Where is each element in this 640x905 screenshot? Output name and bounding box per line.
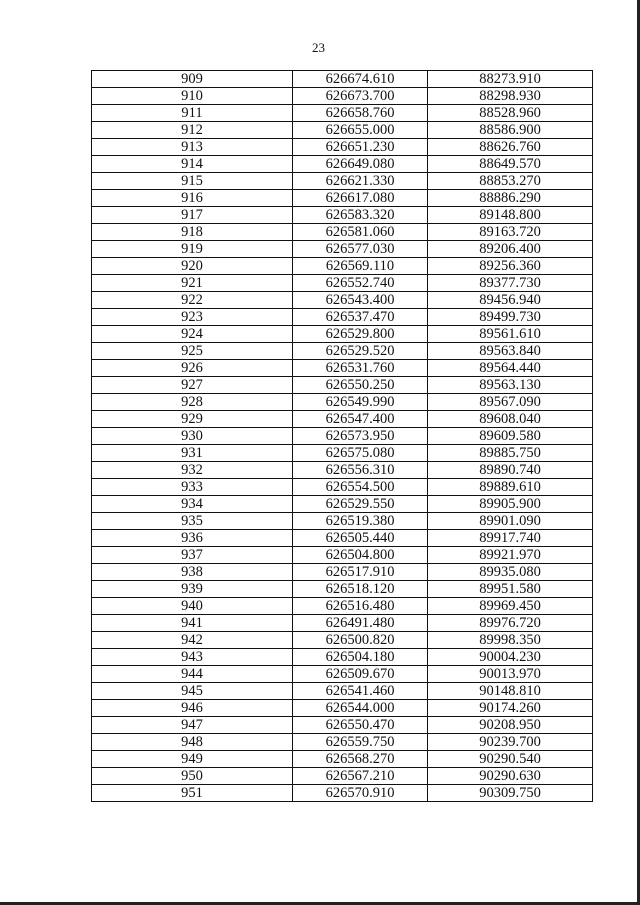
y-coordinate-cell: 89561.610 bbox=[428, 326, 593, 343]
y-coordinate-cell: 89998.350 bbox=[428, 632, 593, 649]
x-coordinate-cell: 626547.400 bbox=[293, 411, 428, 428]
table-row bbox=[92, 224, 593, 241]
y-coordinate-cell: 90004.230 bbox=[428, 649, 593, 666]
point-number-cell: 933 bbox=[92, 479, 293, 496]
table-row bbox=[92, 88, 593, 105]
y-coordinate-cell: 88853.270 bbox=[428, 173, 593, 190]
x-coordinate-cell: 626544.000 bbox=[293, 700, 428, 717]
table-row bbox=[92, 666, 593, 683]
point-number-cell: 948 bbox=[92, 734, 293, 751]
point-number-cell: 927 bbox=[92, 377, 293, 394]
point-number-cell: 922 bbox=[92, 292, 293, 309]
x-coordinate-cell: 626517.910 bbox=[293, 564, 428, 581]
table-row bbox=[92, 768, 593, 785]
x-coordinate-cell: 626529.800 bbox=[293, 326, 428, 343]
x-coordinate-cell: 626570.910 bbox=[293, 785, 428, 802]
table-row bbox=[92, 428, 593, 445]
y-coordinate-cell: 89951.580 bbox=[428, 581, 593, 598]
y-coordinate-cell: 88273.910 bbox=[428, 71, 593, 88]
table-row bbox=[92, 547, 593, 564]
table-row bbox=[92, 343, 593, 360]
table-row bbox=[92, 326, 593, 343]
point-number-cell: 931 bbox=[92, 445, 293, 462]
x-coordinate-cell: 626550.470 bbox=[293, 717, 428, 734]
x-coordinate-cell: 626531.760 bbox=[293, 360, 428, 377]
x-coordinate-cell: 626529.550 bbox=[293, 496, 428, 513]
x-coordinate-cell: 626541.460 bbox=[293, 683, 428, 700]
y-coordinate-cell: 90148.810 bbox=[428, 683, 593, 700]
point-number-cell: 911 bbox=[92, 105, 293, 122]
y-coordinate-cell: 89917.740 bbox=[428, 530, 593, 547]
point-number-cell: 934 bbox=[92, 496, 293, 513]
y-coordinate-cell: 89889.610 bbox=[428, 479, 593, 496]
x-coordinate-cell: 626573.950 bbox=[293, 428, 428, 445]
y-coordinate-cell: 89456.940 bbox=[428, 292, 593, 309]
x-coordinate-cell: 626581.060 bbox=[293, 224, 428, 241]
table-row bbox=[92, 751, 593, 768]
x-coordinate-cell: 626504.180 bbox=[293, 649, 428, 666]
y-coordinate-cell: 88886.290 bbox=[428, 190, 593, 207]
x-coordinate-cell: 626519.380 bbox=[293, 513, 428, 530]
table-row bbox=[92, 564, 593, 581]
y-coordinate-cell: 89206.400 bbox=[428, 241, 593, 258]
y-coordinate-cell: 90290.630 bbox=[428, 768, 593, 785]
table-row bbox=[92, 292, 593, 309]
table-row bbox=[92, 190, 593, 207]
y-coordinate-cell: 89148.800 bbox=[428, 207, 593, 224]
x-coordinate-cell: 626577.030 bbox=[293, 241, 428, 258]
table-row bbox=[92, 700, 593, 717]
point-number-cell: 923 bbox=[92, 309, 293, 326]
point-number-cell: 920 bbox=[92, 258, 293, 275]
y-coordinate-cell: 89377.730 bbox=[428, 275, 593, 292]
y-coordinate-cell: 89609.580 bbox=[428, 428, 593, 445]
x-coordinate-cell: 626537.470 bbox=[293, 309, 428, 326]
point-number-cell: 913 bbox=[92, 139, 293, 156]
table-row bbox=[92, 479, 593, 496]
table-row bbox=[92, 377, 593, 394]
coordinates-table bbox=[91, 70, 593, 802]
x-coordinate-cell: 626504.800 bbox=[293, 547, 428, 564]
point-number-cell: 924 bbox=[92, 326, 293, 343]
table-row bbox=[92, 241, 593, 258]
table-row bbox=[92, 598, 593, 615]
point-number-cell: 909 bbox=[92, 71, 293, 88]
y-coordinate-cell: 88649.570 bbox=[428, 156, 593, 173]
y-coordinate-cell: 88586.900 bbox=[428, 122, 593, 139]
table-row bbox=[92, 615, 593, 632]
y-coordinate-cell: 88298.930 bbox=[428, 88, 593, 105]
point-number-cell: 946 bbox=[92, 700, 293, 717]
x-coordinate-cell: 626543.400 bbox=[293, 292, 428, 309]
table-row bbox=[92, 530, 593, 547]
x-coordinate-cell: 626516.480 bbox=[293, 598, 428, 615]
table-row bbox=[92, 717, 593, 734]
table-row bbox=[92, 513, 593, 530]
y-coordinate-cell: 88626.760 bbox=[428, 139, 593, 156]
table-row bbox=[92, 207, 593, 224]
point-number-cell: 918 bbox=[92, 224, 293, 241]
x-coordinate-cell: 626621.330 bbox=[293, 173, 428, 190]
table-row bbox=[92, 309, 593, 326]
table-row bbox=[92, 683, 593, 700]
table-row bbox=[92, 258, 593, 275]
point-number-cell: 925 bbox=[92, 343, 293, 360]
y-coordinate-cell: 89905.900 bbox=[428, 496, 593, 513]
x-coordinate-cell: 626658.760 bbox=[293, 105, 428, 122]
point-number-cell: 951 bbox=[92, 785, 293, 802]
x-coordinate-cell: 626554.500 bbox=[293, 479, 428, 496]
x-coordinate-cell: 626505.440 bbox=[293, 530, 428, 547]
x-coordinate-cell: 626559.750 bbox=[293, 734, 428, 751]
y-coordinate-cell: 90290.540 bbox=[428, 751, 593, 768]
table-row bbox=[92, 411, 593, 428]
x-coordinate-cell: 626491.480 bbox=[293, 615, 428, 632]
x-coordinate-cell: 626567.210 bbox=[293, 768, 428, 785]
point-number-cell: 917 bbox=[92, 207, 293, 224]
y-coordinate-cell: 90239.700 bbox=[428, 734, 593, 751]
point-number-cell: 915 bbox=[92, 173, 293, 190]
y-coordinate-cell: 90174.260 bbox=[428, 700, 593, 717]
x-coordinate-cell: 626550.250 bbox=[293, 377, 428, 394]
y-coordinate-cell: 89890.740 bbox=[428, 462, 593, 479]
x-coordinate-cell: 626552.740 bbox=[293, 275, 428, 292]
x-coordinate-cell: 626568.270 bbox=[293, 751, 428, 768]
table-row bbox=[92, 360, 593, 377]
table-row bbox=[92, 496, 593, 513]
y-coordinate-cell: 89256.360 bbox=[428, 258, 593, 275]
y-coordinate-cell: 88528.960 bbox=[428, 105, 593, 122]
x-coordinate-cell: 626529.520 bbox=[293, 343, 428, 360]
point-number-cell: 929 bbox=[92, 411, 293, 428]
y-coordinate-cell: 89885.750 bbox=[428, 445, 593, 462]
page-number: 23 bbox=[312, 40, 325, 55]
table-row bbox=[92, 139, 593, 156]
x-coordinate-cell: 626583.320 bbox=[293, 207, 428, 224]
point-number-cell: 945 bbox=[92, 683, 293, 700]
coordinates-table-body bbox=[92, 71, 593, 802]
point-number-cell: 950 bbox=[92, 768, 293, 785]
x-coordinate-cell: 626649.080 bbox=[293, 156, 428, 173]
point-number-cell: 921 bbox=[92, 275, 293, 292]
x-coordinate-cell: 626509.670 bbox=[293, 666, 428, 683]
point-number-cell: 930 bbox=[92, 428, 293, 445]
table-row bbox=[92, 156, 593, 173]
y-coordinate-cell: 90013.970 bbox=[428, 666, 593, 683]
y-coordinate-cell: 90309.750 bbox=[428, 785, 593, 802]
y-coordinate-cell: 89976.720 bbox=[428, 615, 593, 632]
x-coordinate-cell: 626575.080 bbox=[293, 445, 428, 462]
point-number-cell: 932 bbox=[92, 462, 293, 479]
y-coordinate-cell: 89563.130 bbox=[428, 377, 593, 394]
y-coordinate-cell: 89969.450 bbox=[428, 598, 593, 615]
x-coordinate-cell: 626500.820 bbox=[293, 632, 428, 649]
point-number-cell: 919 bbox=[92, 241, 293, 258]
y-coordinate-cell: 89163.720 bbox=[428, 224, 593, 241]
x-coordinate-cell: 626674.610 bbox=[293, 71, 428, 88]
point-number-cell: 936 bbox=[92, 530, 293, 547]
point-number-cell: 939 bbox=[92, 581, 293, 598]
x-coordinate-cell: 626518.120 bbox=[293, 581, 428, 598]
point-number-cell: 916 bbox=[92, 190, 293, 207]
point-number-cell: 941 bbox=[92, 615, 293, 632]
table-row bbox=[92, 734, 593, 751]
y-coordinate-cell: 89567.090 bbox=[428, 394, 593, 411]
y-coordinate-cell: 89901.090 bbox=[428, 513, 593, 530]
y-coordinate-cell: 89499.730 bbox=[428, 309, 593, 326]
table-row bbox=[92, 105, 593, 122]
table-row bbox=[92, 581, 593, 598]
x-coordinate-cell: 626569.110 bbox=[293, 258, 428, 275]
point-number-cell: 937 bbox=[92, 547, 293, 564]
y-coordinate-cell: 89563.840 bbox=[428, 343, 593, 360]
point-number-cell: 926 bbox=[92, 360, 293, 377]
table-row bbox=[92, 71, 593, 88]
y-coordinate-cell: 89921.970 bbox=[428, 547, 593, 564]
x-coordinate-cell: 626655.000 bbox=[293, 122, 428, 139]
y-coordinate-cell: 89935.080 bbox=[428, 564, 593, 581]
table-row bbox=[92, 122, 593, 139]
table-row bbox=[92, 173, 593, 190]
point-number-cell: 940 bbox=[92, 598, 293, 615]
point-number-cell: 912 bbox=[92, 122, 293, 139]
table-row bbox=[92, 632, 593, 649]
point-number-cell: 943 bbox=[92, 649, 293, 666]
x-coordinate-cell: 626556.310 bbox=[293, 462, 428, 479]
point-number-cell: 938 bbox=[92, 564, 293, 581]
x-coordinate-cell: 626549.990 bbox=[293, 394, 428, 411]
point-number-cell: 910 bbox=[92, 88, 293, 105]
point-number-cell: 942 bbox=[92, 632, 293, 649]
y-coordinate-cell: 89608.040 bbox=[428, 411, 593, 428]
point-number-cell: 947 bbox=[92, 717, 293, 734]
table-row bbox=[92, 462, 593, 479]
x-coordinate-cell: 626651.230 bbox=[293, 139, 428, 156]
point-number-cell: 914 bbox=[92, 156, 293, 173]
table-row bbox=[92, 649, 593, 666]
point-number-cell: 949 bbox=[92, 751, 293, 768]
x-coordinate-cell: 626673.700 bbox=[293, 88, 428, 105]
y-coordinate-cell: 90208.950 bbox=[428, 717, 593, 734]
x-coordinate-cell: 626617.080 bbox=[293, 190, 428, 207]
y-coordinate-cell: 89564.440 bbox=[428, 360, 593, 377]
point-number-cell: 928 bbox=[92, 394, 293, 411]
point-number-cell: 935 bbox=[92, 513, 293, 530]
table-row bbox=[92, 445, 593, 462]
point-number-cell: 944 bbox=[92, 666, 293, 683]
table-row bbox=[92, 275, 593, 292]
table-row bbox=[92, 394, 593, 411]
table-row bbox=[92, 785, 593, 802]
